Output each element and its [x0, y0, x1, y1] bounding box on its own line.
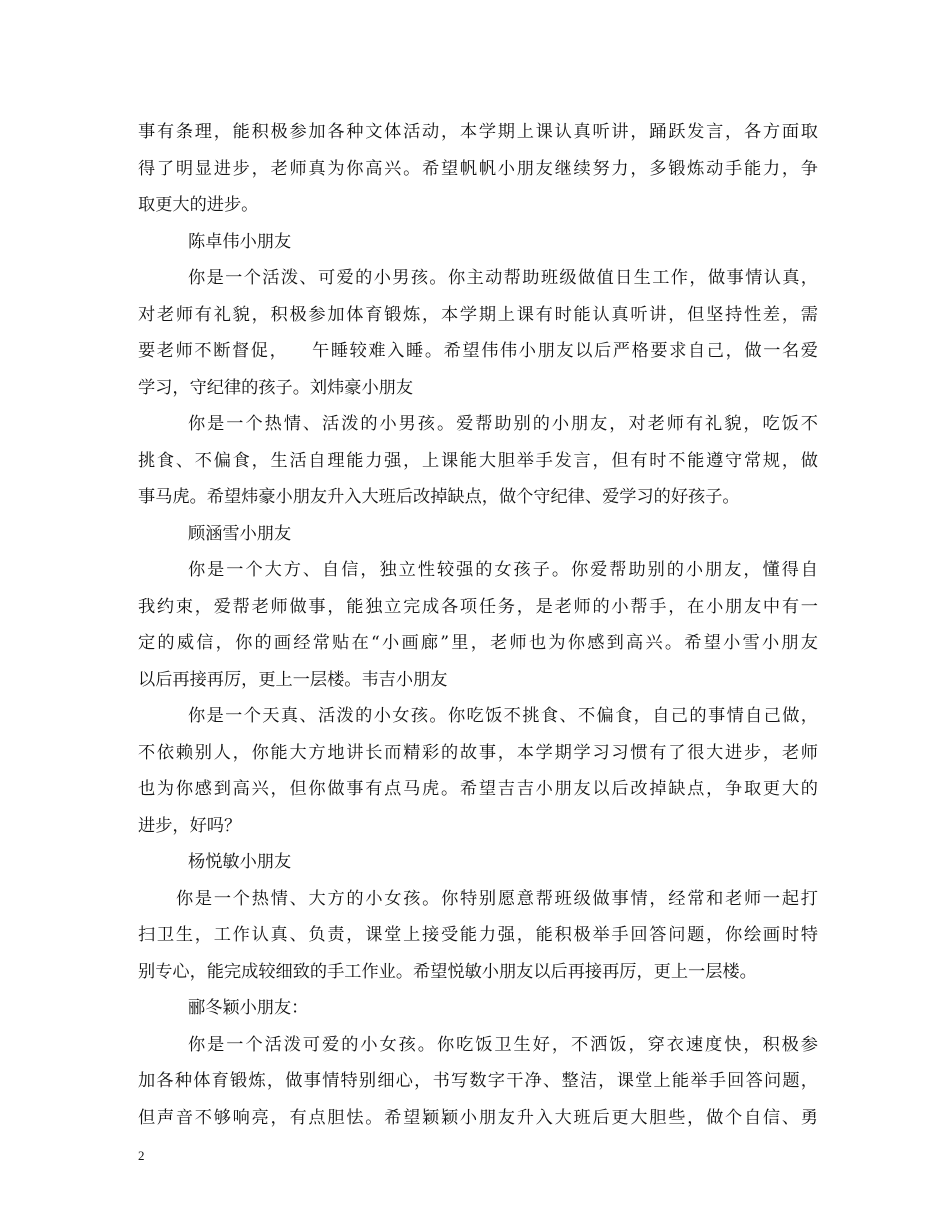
page-number: 2	[138, 1148, 145, 1163]
text-line: 取更大的进步。	[138, 195, 259, 215]
text-line: 不依赖别人，你能大方地讲长而精彩的故事，本学期学习习惯有了很大进步，老师	[138, 742, 818, 763]
text-line: 别专心，能完成较细致的手工作业。希望悦敏小朋友以后再接再厉，更上一层楼。	[138, 961, 757, 982]
child-name-heading: 杨悦敏小朋友	[188, 852, 292, 872]
text-line: 你是一个活泼可爱的小女孩。你吃饭卫生好，不洒饭，穿衣速度快，积极参	[188, 1034, 818, 1055]
text-line: 但声音不够响亮，有点胆怯。希望颖颖小朋友升入大班后更大胆些，做个自信、勇	[138, 1107, 818, 1128]
document-body	[138, 114, 818, 1136]
text-line: 得了明显进步，老师真为你高兴。希望帆帆小朋友继续努力，多锻炼动手能力，争	[138, 158, 818, 179]
text-line: 也为你感到高兴，但你做事有点马虎。希望吉吉小朋友以后改掉缺点，争取更大的	[138, 779, 818, 799]
text-line: 对老师有礼貌，积极参加体育锻炼，本学期上课有时能认真听讲，但坚持性差，需	[138, 304, 818, 325]
text-line: 以后再接再厉，更上一层楼。韦吉小朋友	[138, 669, 448, 690]
text-line: 加各种体育锻炼，做事情特别细心，书写数字干净、整洁，课堂上能举手回答问题，	[138, 1071, 818, 1091]
child-name-heading: 郦冬颖小朋友：	[188, 998, 309, 1018]
text-line: 你是一个热情、大方的小女孩。你特别愿意帮班级做事情，经常和老师一起打	[176, 888, 818, 909]
text-line: 学习，守纪律的孩子。刘炜豪小朋友	[138, 377, 414, 398]
text-line: 事有条理，能积极参加各种文体活动，本学期上课认真听讲，踊跃发言，各方面取	[138, 122, 818, 142]
text-fragment: 要老师不断督促，	[138, 341, 289, 361]
text-line	[138, 333, 818, 370]
child-name-heading: 陈卓伟小朋友	[188, 231, 292, 252]
text-line: 我约束，爱帮老师做事，能独立完成各项任务，是老师的小帮手，在小朋友中有一	[138, 596, 818, 617]
text-line: 事马虎。希望炜豪小朋友升入大班后改掉缺点，做个守纪律、爱学习的好孩子。	[138, 487, 740, 507]
child-name-heading: 顾涵雪小朋友	[188, 523, 292, 544]
text-line: 定的威信，你的画经常贴在“小画廊”里，老师也为你感到高兴。希望小雪小朋友	[138, 633, 818, 653]
text-line: 你是一个活泼、可爱的小男孩。你主动帮助班级做值日生工作，做事情认真，	[188, 268, 818, 288]
text-line: 进步，好吗？	[138, 815, 242, 836]
text-line: 挑食、不偏食，生活自理能力强，上课能大胆举手发言，但有时不能遵守常规，做	[138, 450, 818, 471]
text-line: 你是一个大方、自信，独立性较强的女孩子。你爱帮助别的小朋友，懂得自	[188, 560, 818, 580]
text-line: 你是一个天真、活泼的小女孩。你吃饭不挑食、不偏食，自己的事情自己做，	[188, 706, 818, 726]
text-fragment: 午睡较难入睡。希望伟伟小朋友以后严格要求自己，做一名爱	[310, 341, 818, 361]
text-line: 你是一个热情、活泼的小男孩。爱帮助别的小朋友，对老师有礼貌，吃饭不	[188, 414, 818, 434]
text-line: 扫卫生，工作认真、负责，课堂上接受能力强，能积极举手回答问题，你绘画时特	[138, 925, 818, 945]
